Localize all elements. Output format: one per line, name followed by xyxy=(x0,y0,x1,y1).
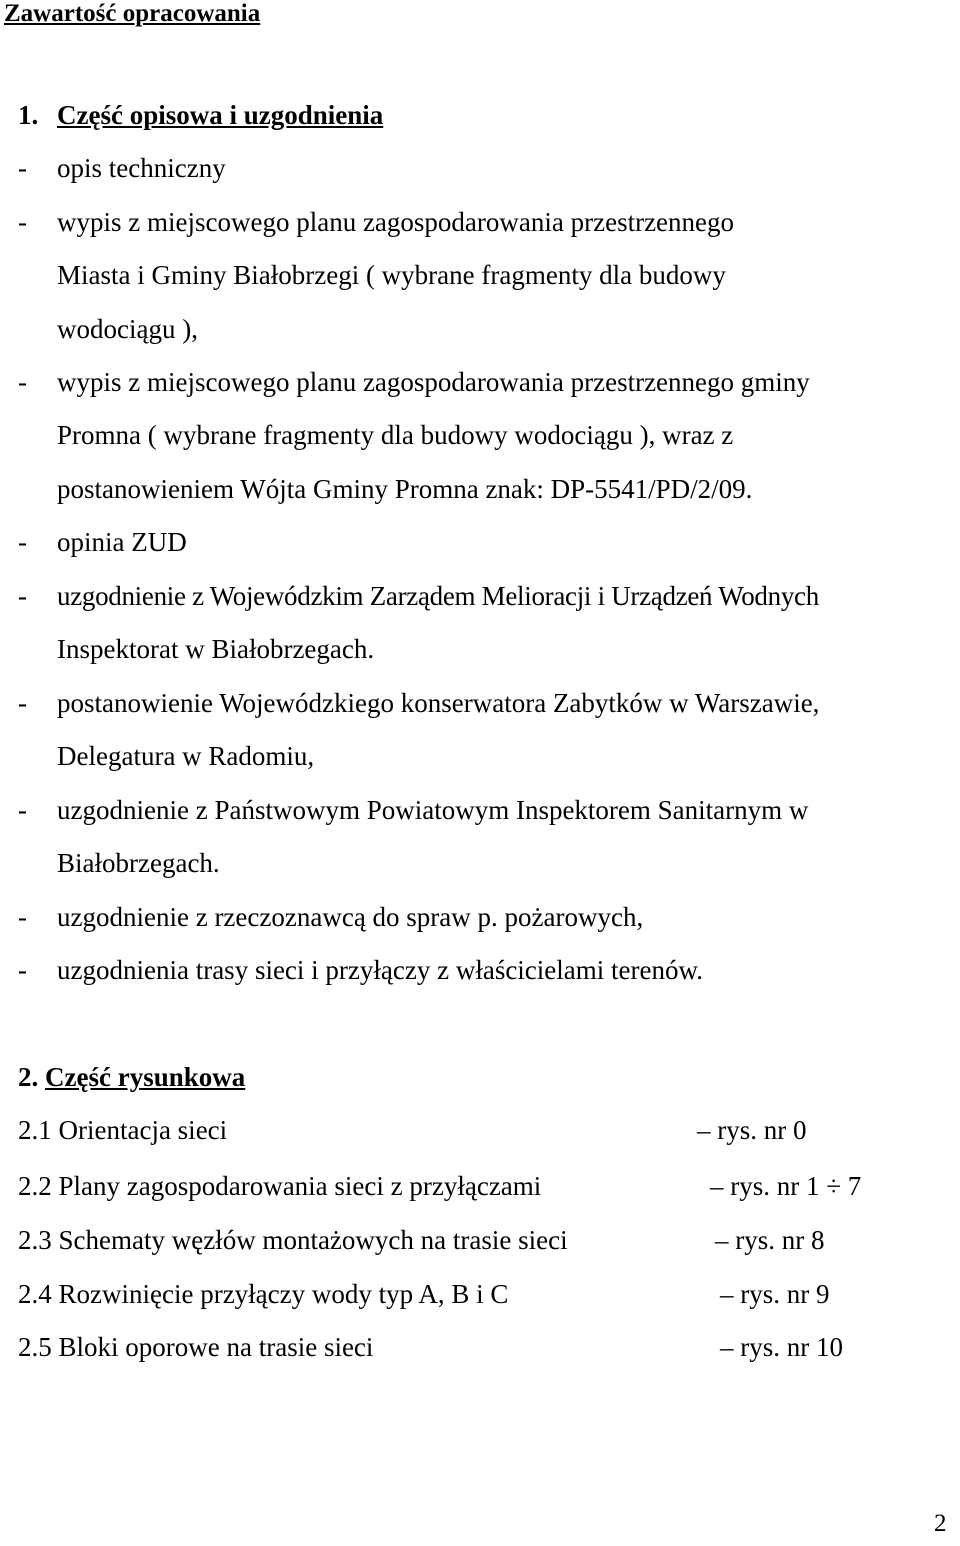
drawing-ref: – rys. nr 10 xyxy=(720,1332,843,1362)
drawing-label: 2.2 Plany zagospodarowania sieci z przyłączami xyxy=(18,1171,542,1201)
list-dash: - xyxy=(18,688,27,718)
section-1-heading xyxy=(18,95,383,135)
document-title: Zawartość opracowania xyxy=(4,0,261,27)
list-item-text: Promna ( wybrane fragmenty dla budowy wodociągu ), wraz z xyxy=(57,420,734,450)
list-item-text: Białobrzegach. xyxy=(57,848,220,878)
list-item-text: wypis z miejscowego planu zagospodarowania przestrzennego xyxy=(57,207,735,237)
drawing-ref: – rys. nr 9 xyxy=(720,1279,830,1309)
drawing-ref: – rys. nr 1 ÷ 7 xyxy=(710,1171,862,1201)
list-item-text: wodociągu ), xyxy=(57,314,198,344)
list-dash: - xyxy=(18,581,27,611)
section-1-title: Część opisowa i uzgodnienia xyxy=(57,100,384,130)
drawing-ref: – rys. nr 0 xyxy=(697,1115,807,1145)
list-item-text: uzgodnienie z Państwowym Powiatowym Inspektorem Sanitarnym w xyxy=(57,795,809,825)
list-dash: - xyxy=(18,207,27,237)
list-item-text: uzgodnienie z rzeczoznawcą do spraw p. pożarowych, xyxy=(57,902,644,932)
list-item-text: Delegatura w Radomiu, xyxy=(57,741,315,771)
page-number: 2 xyxy=(934,1510,947,1537)
drawing-label: 2.1 Orientacja sieci xyxy=(18,1115,228,1145)
drawing-label: 2.3 Schematy węzłów montażowych na trasie sieci xyxy=(18,1225,568,1255)
list-dash: - xyxy=(18,527,27,557)
drawing-label: 2.5 Bloki oporowe na trasie sieci xyxy=(18,1332,374,1362)
drawing-ref: – rys. nr 8 xyxy=(715,1225,825,1255)
list-item-text: opis techniczny xyxy=(57,153,226,183)
list-item-text: uzgodnienia trasy sieci i przyłączy z właścicielami terenów. xyxy=(57,955,703,985)
section-2-number: 2. xyxy=(18,1062,39,1092)
list-dash: - xyxy=(18,902,27,932)
section-2-title: Część rysunkowa xyxy=(45,1062,246,1092)
list-item-text: uzgodnienie z Wojewódzkim Zarządem Melioracji i Urządzeń Wodnych xyxy=(57,581,819,611)
list-item-text: Inspektorat w Białobrzegach. xyxy=(57,634,375,664)
list-item-text: postanowieniem Wójta Gminy Promna znak: DP-5541/PD/2/09. xyxy=(57,474,753,504)
list-dash: - xyxy=(18,367,27,397)
list-item-text: opinia ZUD xyxy=(57,527,187,557)
section-2-heading xyxy=(18,1057,245,1097)
list-dash: - xyxy=(18,955,27,985)
section-1-number: 1. xyxy=(18,100,39,130)
list-item-text: Miasta i Gminy Białobrzegi ( wybrane fragmenty dla budowy xyxy=(57,260,726,290)
list-dash: - xyxy=(18,153,27,183)
drawing-label: 2.4 Rozwinięcie przyłączy wody typ A, B i C xyxy=(18,1279,509,1309)
list-dash: - xyxy=(18,795,27,825)
list-item-text: wypis z miejscowego planu zagospodarowania przestrzennego gminy xyxy=(57,367,810,397)
list-item-text: postanowienie Wojewódzkiego konserwatora Zabytków w Warszawie, xyxy=(57,688,820,718)
